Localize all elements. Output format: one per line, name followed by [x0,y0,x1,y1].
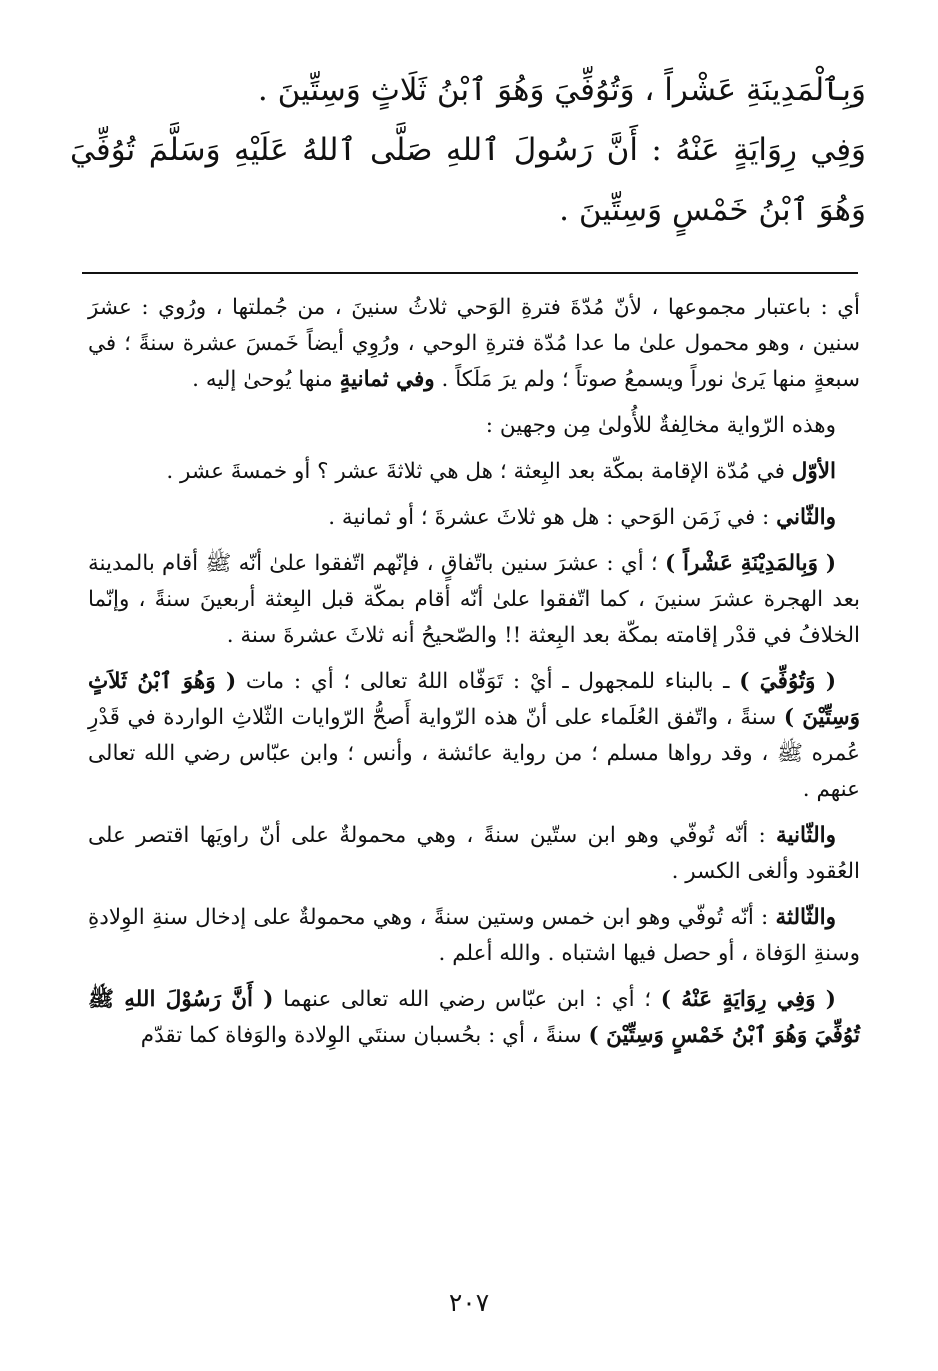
footnote-divider [82,272,858,274]
main-paragraph-2: وَفِي رِوَايَةٍ عَنْهُ : أَنَّ رَسُولَ ٱللهِ صَلَّى ٱللهُ عَلَيْهِ وَسَلَّمَ تُوُفِّيَ وَهُوَ ٱبْنُ خَمْسٍ وَسِتِّينَ . [70,132,866,228]
commentary-paragraph: والثّالثة : أنّه تُوفّي وهو ابن خمس وستين سنةً ، وهي محمولةٌ على إدخال سنةِ الوِلادةِ وسنةِ الوَفاة ، أو حصل فيها اشتباه . والله أعلم . [88,905,860,966]
commentary-paragraph: ( وَتُوُفِّيَ ) ـ بالبناء للمجهول ـ أيْ : تَوَفّاه اللهُ تعالى ؛ أي : مات ( وَهُوَ ٱبْنُ ثَلاَثٍ وَسِتِّيْنَ ) سنةً ، واتّفق العُلَماء على أنّ هذه الرّواية أَصحُّ الرّوايات الثّلاثِ الواردة في قَدْرِ عُمره ﷺ ، وقد رواها مسلم ؛ من رواية عائشة ، وأنس ؛ وابن عبّاس رضي الله تعالى عنهم . [88,669,860,802]
page-number: ٢٠٧ [448,1288,490,1317]
commentary-paragraph: والثّاني : في زَمَن الوَحي : هل هو ثلاثَ عشرةَ ؛ أو ثمانية . [328,505,836,530]
commentary-paragraph: وهذه الرّواية مخالِفةٌ للأُولىٰ مِن وجهين : [485,413,836,438]
commentary-paragraph: الأوّل في مُدّة الإقامة بمكّة بعد البِعثة ؛ هل هي ثلاثةَ عشر ؟ أو خمسةَ عشر . [166,459,836,484]
commentary-paragraph: ( وَفِي رِوَايَةٍ عَنْهُ ) ؛ أي : ابن عبّاس رضي الله تعالى عنهما ( أَنَّ رَسُوْلَ اللهِ ﷺ تُوُفِّيَ وَهُوَ ٱبْنُ خَمْسٍ وَسِتِّيْنَ ) سنةً ، أي : بحُسبان سنتَي الوِلادة والوَفاة كما تقدّم [88,987,860,1048]
commentary-paragraph: أي : باعتبار مجموعها ، لأنّ مُدّةَ فترةِ الوَحي ثلاثُ سنينَ ، من جُملتها ، ورُوي : عشرَ سنين ، وهو محمول علىٰ ما عدا مُدّة فترةِ الوحي ، ورُوِي أيضاً خَمسَ عشرة سنةً ؛ في سبعةٍ منها يَرىٰ نوراً ويسمعُ صوتاً ؛ ولم يرَ مَلَكاً . وفي ثمانيةٍ منها يُوحىٰ إليه . [88,295,860,392]
commentary [88,290,860,1064]
commentary-paragraph: ( وَبِالمَدِيْنَةِ عَشْراً ) ؛ أي : عشرَ سنين باتّفاقٍ ، فإنّهم اتّفقوا علىٰ أنّه ﷺ أقام بالمدينة بعد الهجرة عشرَ سنينَ ، كما اتّفقوا علىٰ أنّه أقام بمكّة قبل البِعثة أربعينَ سنةً ، وإنّما الخلافُ في قدْر إقامته بمكّة بعد البِعثة !! والصّحيحُ أنه ثلاثَ عشرةَ سنة . [88,551,860,648]
main-text [70,60,866,240]
main-line-1: وَبِٱلْمَدِينَةِ عَشْراً ، وَتُوُفِّيَ وَهُوَ ٱبْنُ ثَلَاثٍ وَسِتِّينَ . [257,72,866,108]
commentary-paragraph: والثّانية : أنّه تُوفّي وهو ابن ستّين سنةً ، وهي محمولةٌ على أنّ راويَها اقتصر على العُقود وألغى الكسر . [88,823,860,884]
